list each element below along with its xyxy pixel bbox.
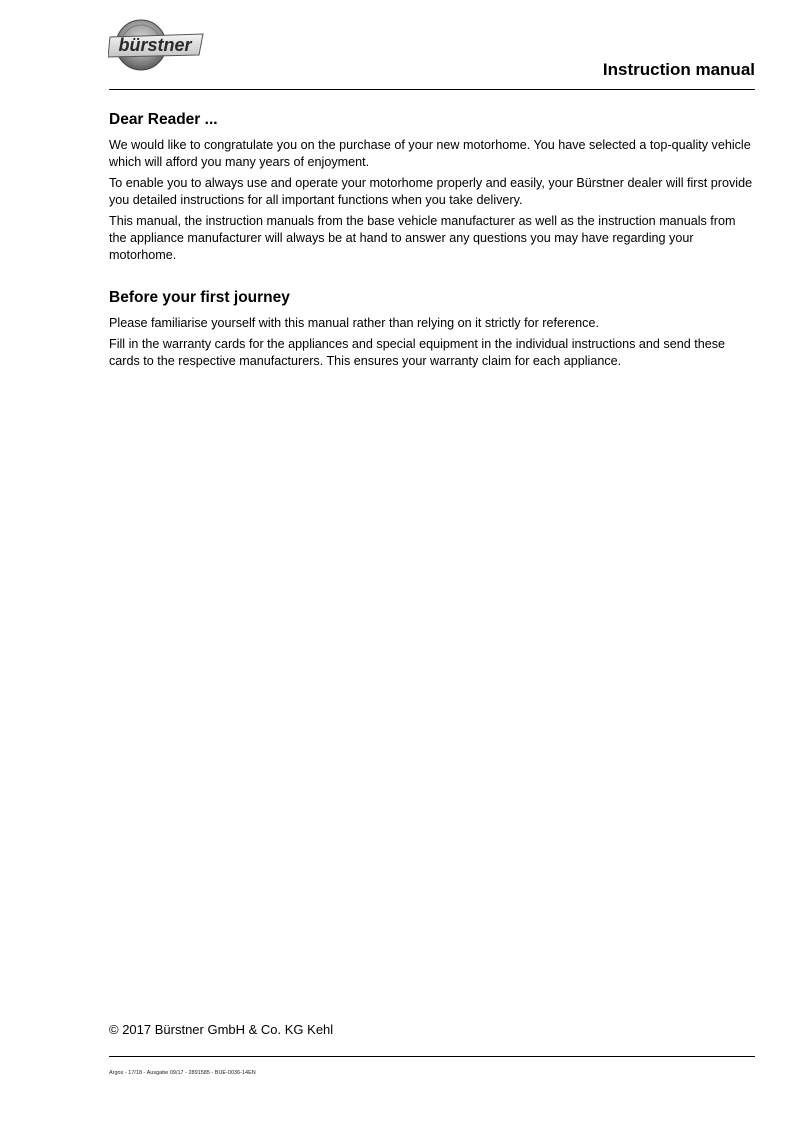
document-reference: Argos - 17/18 - Ausgabe 09/17 - 2891585 - BUE-0036-14EN — [109, 1070, 256, 1076]
section-heading-before-first-journey: Before your first journey — [109, 289, 290, 306]
main-content — [109, 110, 755, 374]
paragraph: This manual, the instruction manuals from the base vehicle manufacturer as well as the instruction manuals from the appliance manufacturer will always be at hand to answer any questions you may have regarding your motorhome. — [109, 214, 736, 262]
paragraph: Fill in the warranty cards for the appliances and special equipment in the individual instructions and send these cards to the respective manufacturers. This ensures your warranty claim for each appliance. — [109, 337, 726, 368]
paragraph: To enable you to always use and operate your motorhome properly and easily, your Bürstner dealer will first provide you detailed instructions for all important functions when you take delivery. — [109, 176, 753, 207]
burstner-logo — [108, 18, 204, 72]
paragraph: Please familiarise yourself with this manual rather than relying on it strictly for reference. — [109, 316, 599, 330]
copyright-notice: © 2017 Bürstner GmbH & Co. KG Kehl — [109, 1022, 334, 1037]
section-heading-dear-reader: Dear Reader ... — [109, 111, 218, 128]
page-title: Instruction manual — [602, 60, 755, 79]
header-divider — [109, 89, 755, 90]
footer-divider — [109, 1056, 755, 1057]
logo-wordmark: bürstner — [118, 35, 192, 55]
paragraph: We would like to congratulate you on the purchase of your new motorhome. You have selected a top-quality vehicle which will afford you many years of enjoyment. — [109, 138, 751, 169]
